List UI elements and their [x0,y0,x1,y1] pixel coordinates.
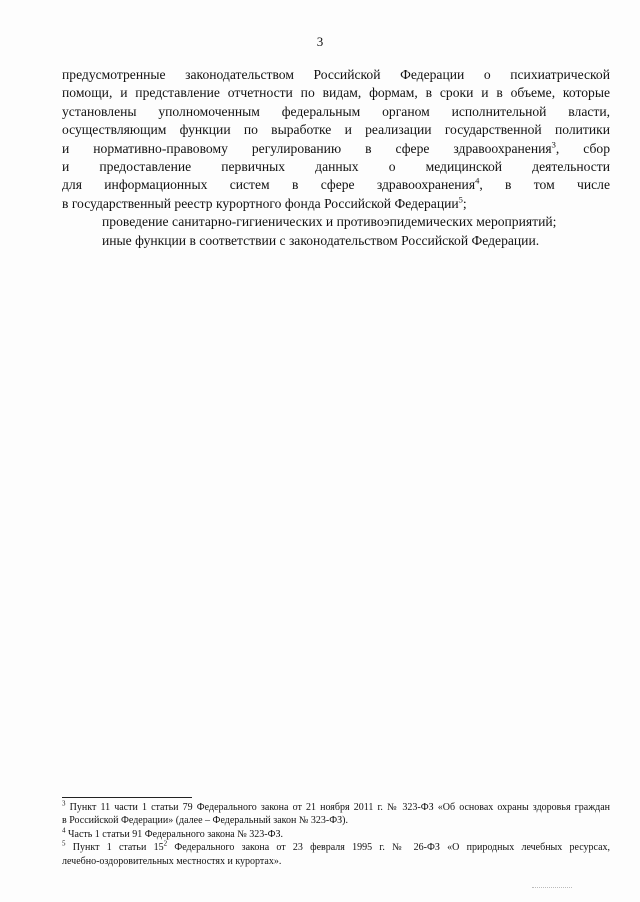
footnote-ref-4: 4 [475,175,480,186]
body-line-6: и предоставление первичных данных о медицинской деятельности [62,159,610,175]
footnote-5 [62,841,610,868]
body-line-7 [62,176,610,194]
footnote-4-text-1: Часть 1 статьи 91 Федерального закона № 323-ФЗ. [68,828,284,840]
footnote-3-line-1 [62,801,610,814]
body-line-5-tail: , сбор [555,140,610,156]
footnote-5-superscript: 2 [163,839,168,848]
page-number: 3 [316,34,324,49]
body-line-3: установлены уполномоченным федеральным органом исполнительной власти, [62,103,610,119]
footnote-5-number: 5 [62,839,66,848]
footnote-5-line-1 [62,841,610,854]
footnote-3-text-1: Пункт 11 части 1 статьи 79 Федерального закона от 21 ноября 2011 г. № 323-ФЗ «Об основах охраны здоровья граждан [69,802,611,813]
footnote-3 [62,801,610,828]
scan-artifact [532,887,572,890]
footnote-ref-5: 5 [458,194,463,205]
footnote-5-line-2: лечебно-оздоровительных местностях и курортах». [62,855,282,867]
paragraph-other-functions: иные функции в соответствии с законодательством Российской Федерации. [102,232,540,248]
footnote-4-number: 4 [62,826,66,835]
footnote-3-line-2: в Российской Федерации» (далее – Федеральный закон № 323-ФЗ). [62,815,348,827]
footnote-3-number: 3 [62,799,66,808]
footnotes [62,801,610,868]
footnote-divider [62,797,192,798]
body-line-5-text: и нормативно-правовому регулированию в сфере здравоохранения [62,140,552,156]
body-line-1: предусмотренные законодательством Российской Федерации о психиатрической [62,67,610,82]
footnote-4 [62,828,610,841]
body-line-5 [62,140,610,158]
paragraph-sanitary: проведение санитарно-гигиенических и противоэпидемических мероприятий; [102,214,557,230]
body-line-8 [62,195,610,213]
body-line-7-tail: , в том числе [479,177,610,193]
body-text [62,66,610,250]
body-line-8-text: в государственный реестр курортного фонда Российской Федерации [62,195,459,211]
body-line-8-tail: ; [462,195,467,211]
body-line-4: осуществляющим функции по выработке и реализации государственной политики [62,122,610,138]
footnote-4-line-1 [62,828,610,841]
footnote-5-text-1a: Пункт 1 статьи 15 [72,842,164,854]
body-line-2: помощи, и представление отчетности по видам, формам, в сроки и в объеме, которые [62,85,610,101]
footnote-ref-3: 3 [551,139,556,150]
body-line-7-text: для информационных систем в сфере здравоохранения [62,177,476,193]
footnote-5-text-1b: Федерального закона от 23 февраля 1995 г. № 26-ФЗ «О природных лечебных ресурсах, [167,842,611,854]
